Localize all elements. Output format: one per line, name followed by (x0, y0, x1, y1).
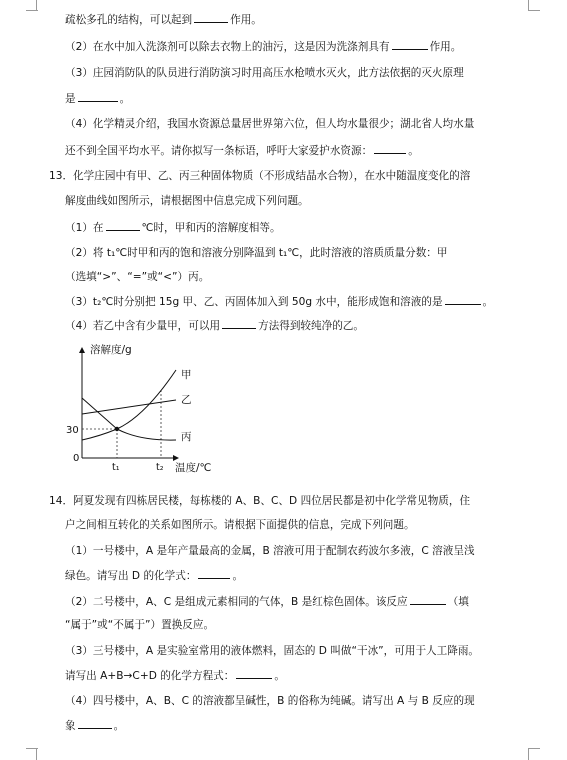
q12-line-3: （3）庄园消防队的队员进行消防演习时用高压水枪喷水灭火，此方法依据的灭火原理 (65, 67, 464, 79)
y-axis-label: 溶解度/g (90, 344, 132, 356)
q12-line-1: 疏松多孔的结构，可以起到 作用。 (65, 14, 262, 26)
series-bing-label: 丙 (181, 431, 192, 443)
q14-line-3: （1）一号楼中，A 是年产量最高的金属，B 溶液可用于配制农药波尔多液，C 溶液呈浅 (65, 545, 475, 557)
series-yi-label: 乙 (181, 394, 192, 406)
q13-line-6: （3）t₂℃时分别把 15g 甲、乙、丙固体加入到 50g 水中，能形成饱和溶液的是 。 (65, 296, 494, 308)
q14-line-7: （3）三号楼中，A 是实验室常用的液体燃料，固态的 D 叫做“干冰”，可用于人工降雨。 (65, 645, 480, 657)
q13-line-5: （选填“>”、“=”或“<”）丙。 (65, 271, 210, 283)
corner-mark (528, 748, 529, 760)
intersection-point (115, 427, 119, 431)
q12-line-4: 是 。 (65, 93, 131, 105)
x-axis-label: 温度/℃ (175, 462, 212, 474)
q13-line-1: 13．化学庄园中有甲、乙、丙三种固体物质（不形成结晶水合物），在水中随温度变化的溶 (49, 170, 471, 182)
series-jia-curve (82, 370, 176, 440)
q13-line-7: （4）若乙中含有少量甲，可以用 方法得到较纯净的乙。 (65, 320, 364, 332)
y-tick-30: 30 (66, 425, 79, 436)
q14-line-6: “属于”或“不属于”）置换反应。 (65, 619, 215, 631)
q13-line-3: （1）在 ℃时，甲和丙的溶解度相等。 (65, 222, 281, 234)
x-tick-t1: t₁ (112, 462, 120, 473)
x-tick-t2: t₂ (156, 462, 164, 473)
q14-line-5: （2）二号楼中，A、C 是组成元素相同的气体，B 是红棕色固体。该反应 （填 (65, 596, 469, 608)
q14-line-2: 户之间相互转化的关系如图所示。请根据下面提供的信息，完成下列问题。 (65, 519, 415, 531)
corner-mark (36, 0, 37, 10)
origin-tick: 0 (73, 453, 80, 464)
series-bing-curve (82, 398, 176, 440)
q13-line-4: （2）将 t₁℃时甲和丙的饱和溶液分别降温到 t₁℃，此时溶液的溶质质量分数：甲 (65, 247, 448, 259)
q12-line-5: （4）化学精灵介绍，我国水资源总量居世界第六位，但人均水量很少；湖北省人均水量 (65, 118, 475, 130)
q14-line-9: （4）四号楼中，A、B、C 的溶液都呈碱性，B 的俗称为纯碱。请写出 A 与 B 反应的现 (65, 695, 475, 707)
q14-line-10: 象 。 (65, 720, 125, 732)
series-yi-curve (82, 400, 176, 414)
solubility-chart (60, 340, 230, 480)
corner-mark (528, 10, 540, 11)
corner-mark (528, 748, 540, 749)
corner-mark (26, 10, 38, 11)
q14-line-1: 14．阿夏发现有四栋居民楼，每栋楼的 A、B、C、D 四位居民都是初中化学常见物质，住 (49, 495, 471, 507)
corner-mark (26, 748, 38, 749)
q12-line-6: 还不到全国平均水平。请你拟写一条标语，呼吁大家爱护水资源： 。 (65, 145, 419, 157)
q13-line-2: 解度曲线如图所示，请根据图中信息完成下列问题。 (65, 195, 309, 207)
q14-line-4: 绿色。请写出 D 的化学式： 。 (65, 570, 244, 582)
q12-line-2: （2）在水中加入洗涤剂可以除去衣物上的油污，这是因为洗涤剂具有 作用。 (65, 41, 462, 53)
series-jia-label: 甲 (181, 369, 192, 381)
corner-mark (528, 0, 529, 10)
q14-line-8: 请写出 A+B→C+D 的化学方程式： 。 (65, 670, 285, 682)
corner-mark (36, 748, 37, 760)
